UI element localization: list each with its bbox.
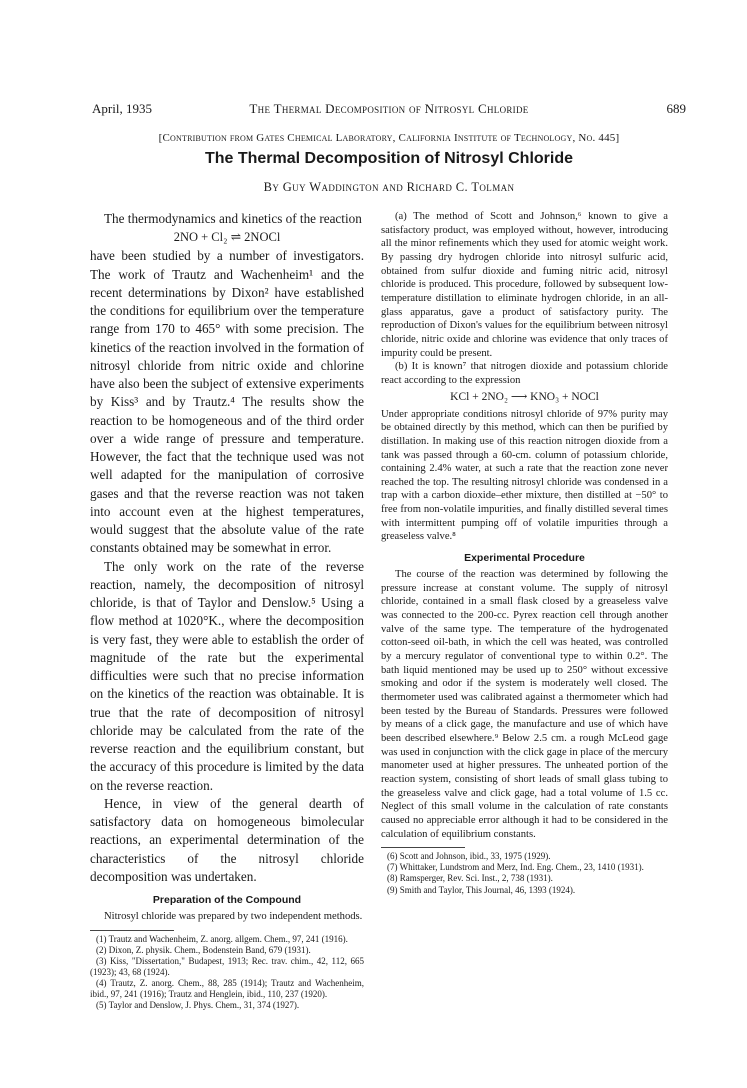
section-heading-preparation: Preparation of the Compound — [152, 894, 302, 906]
equilibrium-equation: 2NO + Cl₂ ⇌ 2NOCl — [173, 230, 281, 245]
section-heading-procedure: Experimental Procedure — [464, 552, 585, 565]
footnote: (3) Kiss, "Dissertation," Budapest, 1913; Rec. trav. chim., 42, 112, 665 (1923); 43, 68 (1924). — [90, 955, 364, 977]
body-paragraph: The only work on the rate of the reverse reaction, namely, the decomposition of nitrosyl chloride, is that of Taylor and Denslow.⁵ Using a flow method at 1020°K., where the decomposition is very fast, they were able to establish the order of magnitude of the rate but the experimental difficulties were such that no precise information on the kinetics of the reaction was obtainable. It is true that the rate of decomposition of nitrosyl chloride may be calculated from the rate of the reverse reaction and the equilibrium constant, but the accuracy of this procedure is limited by the data on the reverse reaction. — [90, 558, 364, 793]
article-title: The Thermal Decomposition of Nitrosyl Chloride — [204, 150, 574, 167]
footnote: (6) Scott and Johnson, ibid., 33, 1975 (1929). — [387, 851, 551, 862]
page-number: 689 — [666, 101, 686, 116]
left-column — [90, 210, 364, 1011]
body-paragraph: Under appropriate conditions nitrosyl chloride of 97% purity may be obtained directly by this method, which can then be purified by distillation. In making use of this reaction nitrogen dioxide from a tank was passed through a 60-cm. column of potassium chloride, containing 2.4% water, at such a rate that the reaction zone never reached the top. The resulting nitrosyl chloride was condensed in a trap with a carbon dioxide–ether mixture, then distilled at −50° to free from non-volatile impurities, and finally distilled several times with intermittent pumping off of volatile impurities through a greaseless valve.⁸ — [381, 408, 668, 543]
footnote: (1) Trautz and Wachenheim, Z. anorg. allgem. Chem., 97, 241 (1916). — [96, 933, 348, 944]
body-paragraph: Hence, in view of the general dearth of satisfactory data on homogeneous bimolecular reactions, an experimental determination of the characteristics of the nitrosyl chloride decomposition was undertaken. — [90, 795, 364, 884]
method-a-paragraph: (a) The method of Scott and Johnson,⁶ known to give a satisfactory product, was employed without, however, introducing all the minor refinements which they used for atomic weight work. By passing dry hydrogen chloride into nitrosyl sulfuric acid, obtained from sulfur dioxide and fuming nitric acid, nitrosyl chloride is produced. This procedure, followed by subsequent low-temperature distillation to eliminate hydrogen chloride, in an all-glass apparatus, gave a product of satisfactory purity. The reproduction of Dixon's values for the equilibrium between nitrosyl chloride, nitric oxide and chlorine was evidence that only traces of impurity could be present. — [381, 211, 668, 359]
running-title: The Thermal Decomposition of Nitrosyl Chloride — [249, 101, 529, 116]
body-paragraph: The course of the reaction was determined by following the pressure increase at constant volume. The supply of nitrosyl chloride, contained in a small flask closed by a greaseless valve was connected to the 200-cc. Pyrex reaction cell through another valve of the same type. The temperature of the hydrogenated cotton-seed oil-bath, in which the cell was heated, was controlled by a mercury regulator of conventional type to within 0.2°. The bath liquid mentioned may be used up to 250° without excessive smoking and odor if the system is moderately well closed. The thermometer used was calibrated against a thermometer which had been tested by the Bureau of Standards. Pressures were followed by means of a click gage, the manufacture and use of which have been described elsewhere.⁹ Below 2.5 cm. a rough McLeod gage was used in conjunction with the click gage in place of the mercury manometer used at higher pressures. The unheated portion of the reaction system, consisting of short leads of small glass tubing to the greaseless valve and click gage, had a total volume of 1.5 cc. Neglect of this small volume in the calculation of rate constants caused no appreciable error although it had to be considered in the calculation of equilibrium constants. — [381, 569, 668, 840]
footnote: (7) Whittaker, Lundstrom and Merz, Ind. Eng. Chem., 23, 1410 (1931). — [387, 862, 644, 873]
contribution-line: [Contribution from Gates Chemical Laboratory, California Institute of Technology, No. 445] — [158, 132, 620, 144]
method-b-paragraph: (b) It is known⁷ that nitrogen dioxide and potassium chloride react according to the expression — [381, 361, 668, 386]
body-paragraph: Nitrosyl chloride was prepared by two independent methods. — [104, 911, 363, 922]
right-column — [381, 210, 668, 896]
author-byline: By Guy Waddington and Richard C. Tolman — [263, 180, 515, 194]
issue-date: April, 1935 — [92, 101, 152, 116]
footnote: (4) Trautz, Z. anorg. Chem., 88, 285 (1914); Trautz and Wachenheim, ibid., 97, 241 (1916); Trautz and Henglein, ibid., 110, 237 (1920). — [90, 978, 364, 1000]
footnote: (8) Ramsperger, Rev. Sci. Inst., 2, 738 (1931). — [387, 873, 553, 884]
running-header — [92, 101, 686, 117]
intro-paragraph: The thermodynamics and kinetics of the reaction — [104, 211, 362, 226]
footnote-rule — [381, 847, 465, 848]
reaction-equation: KCl + 2NO₂ ⟶ KNO₃ + NOCl — [450, 390, 599, 403]
footnote: (2) Dixon, Z. physik. Chem., Bodenstein Band, 679 (1931). — [96, 944, 311, 955]
footnote-rule — [90, 930, 174, 931]
footnote: (5) Taylor and Denslow, J. Phys. Chem., 31, 374 (1927). — [96, 1000, 300, 1011]
body-paragraph: have been studied by a number of investigators. The work of Trautz and Wachenheim¹ and the recent determinations by Dixon² have established the conditions for equilibrium over the temperature range from 170 to 465° with some precision. The kinetics of the reaction involved in the formation of nitrosyl chloride from nitric oxide and chlorine have also been the subject of extensive experiments by Kiss³ and by Trautz.⁴ The results show the reaction to be homogeneous and of the third order over a wide range of pressure and temperature. However, the fact that the technique used was not well adapted for the manipulation of corrosive gases and that the reverse reaction was not taken into account even at the highest temperatures, would suggest that the absolute value of the rate constants obtained may be somewhat in error. — [90, 248, 364, 556]
footnote: (9) Smith and Taylor, This Journal, 46, 1393 (1924). — [387, 884, 576, 895]
